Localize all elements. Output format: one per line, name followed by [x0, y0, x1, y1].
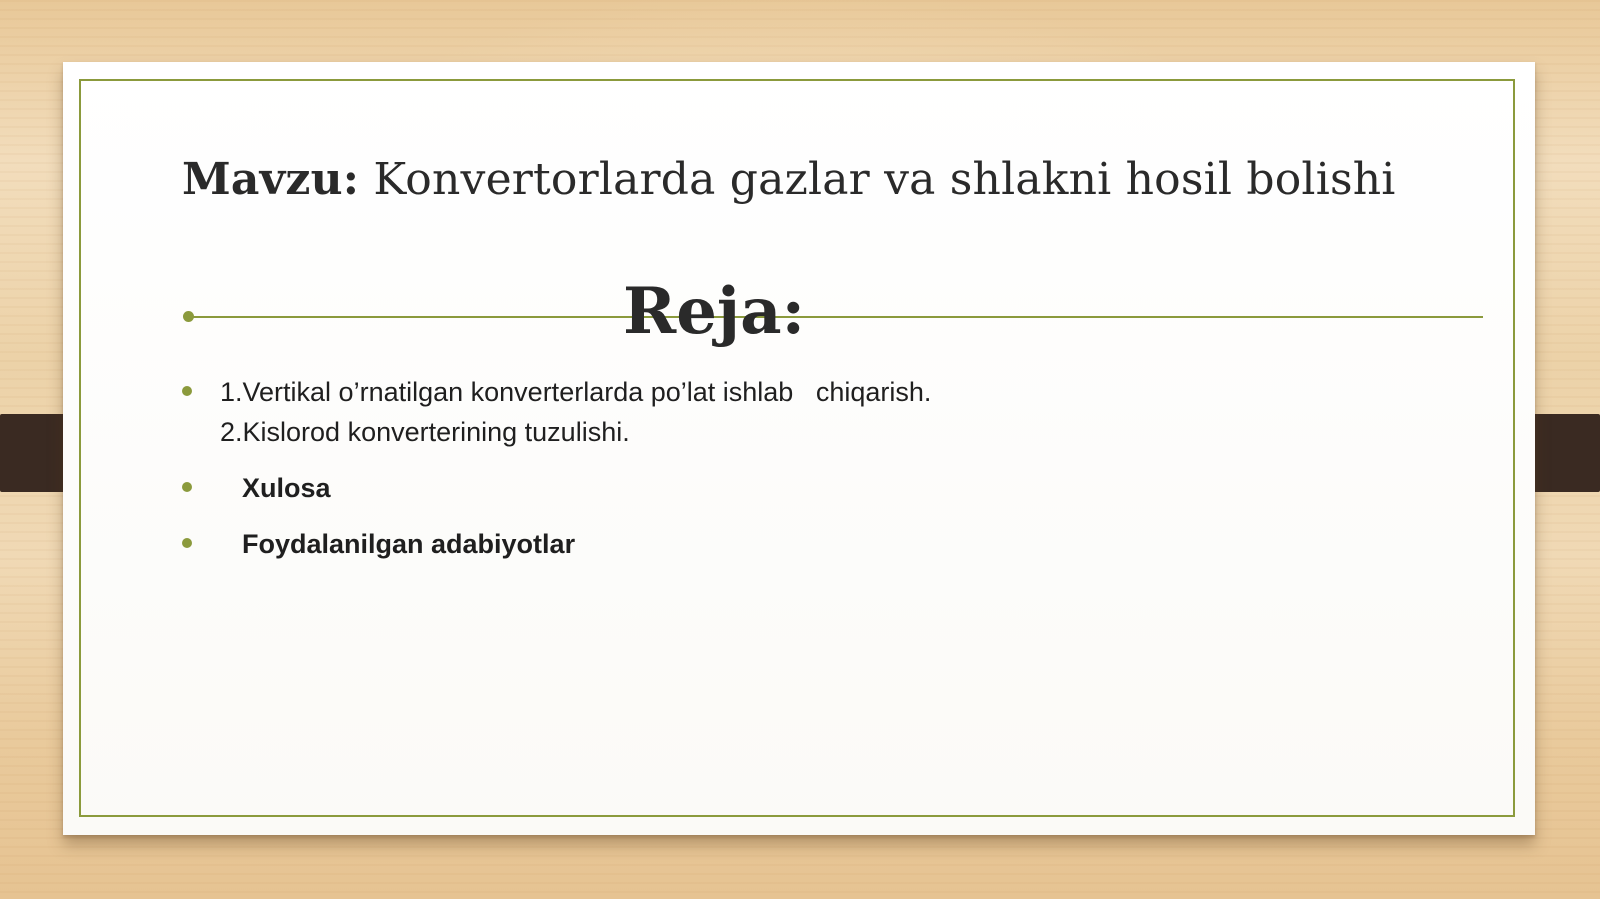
bullet-icon — [182, 386, 192, 396]
bullet-icon — [182, 538, 192, 548]
slide-subtitle: Reja: — [623, 274, 806, 349]
slide-title — [182, 154, 1396, 205]
list-item-line: 1.Vertikal o’rnatilgan konverterlarda po’lat ishlab chiqarish. — [220, 377, 932, 407]
title-prefix: Mavzu: — [182, 154, 360, 205]
plan-list — [182, 372, 931, 580]
list-item-text: Xulosa — [242, 473, 331, 503]
bullet-icon — [182, 482, 192, 492]
list-item — [182, 524, 931, 564]
subtitle-rule — [189, 316, 1483, 318]
title-text: Konvertorlarda gazlar va shlakni hosil bolishi — [373, 154, 1396, 205]
list-item — [182, 372, 931, 452]
list-item-text: Foydalanilgan adabiyotlar — [242, 529, 576, 559]
slide-paper — [63, 62, 1535, 835]
rule-dot-icon — [183, 311, 194, 322]
list-item — [182, 468, 931, 508]
list-item-line: 2.Kislorod konverterining tuzulishi. — [220, 417, 630, 447]
